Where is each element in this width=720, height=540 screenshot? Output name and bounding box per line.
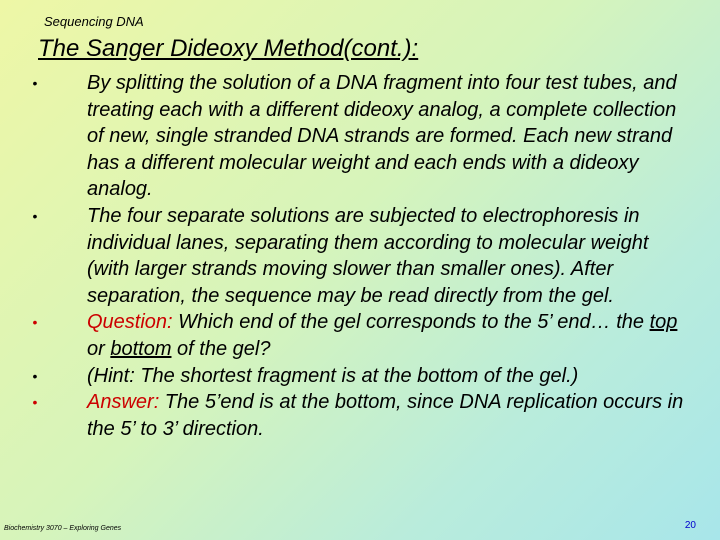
question-text-b: of the gel? bbox=[171, 337, 271, 360]
bullet-item-answer bbox=[30, 389, 690, 442]
bullet-icon: • bbox=[32, 207, 38, 224]
bullet-icon: • bbox=[32, 75, 38, 91]
question-or-word: or bbox=[87, 337, 111, 360]
slide-title: The Sanger Dideoxy Method(cont.): bbox=[38, 35, 419, 62]
bullet-text: The four separate solutions are subjected to electrophoresis in individual lanes, separating them according to molecular weight (with larger strands moving slower than smaller ones). After separation, the sequence may be read directly from the gel. bbox=[87, 204, 649, 307]
question-label: Question: bbox=[87, 311, 173, 334]
question-bottom-word: bottom bbox=[110, 337, 172, 360]
slide-footer: Biochemistry 3070 – Exploring Genes bbox=[4, 525, 122, 532]
bullet-item bbox=[30, 70, 690, 203]
slide-topic: Sequencing DNA bbox=[44, 14, 144, 29]
bullet-icon: • bbox=[32, 314, 38, 331]
hint-text: (Hint: The shortest fragment is at the bottom of the gel.) bbox=[87, 364, 579, 387]
question-text-a: Which end of the gel corresponds to the 5’ end… the bbox=[172, 311, 650, 334]
answer-label: Answer: bbox=[87, 391, 160, 414]
bullet-item-question bbox=[30, 309, 690, 362]
bullet-text: By splitting the solution of a DNA fragment into four test tubes, and treating each with a different dideoxy analog, a complete collection of new, single stranded DNA strands are formed. Each new strand has a different molecular weight and each ends with a dideoxy analog. bbox=[87, 72, 677, 201]
page-number: 20 bbox=[684, 520, 696, 531]
bullet-list bbox=[30, 70, 690, 442]
bullet-icon: • bbox=[32, 394, 38, 411]
bullet-icon: • bbox=[32, 367, 38, 384]
bullet-item-hint bbox=[30, 363, 690, 390]
question-top-word: top bbox=[649, 311, 678, 334]
answer-text: The 5’end is at the bottom, since DNA replication occurs in the 5’ to 3’ direction. bbox=[87, 391, 684, 440]
bullet-item bbox=[30, 203, 690, 309]
